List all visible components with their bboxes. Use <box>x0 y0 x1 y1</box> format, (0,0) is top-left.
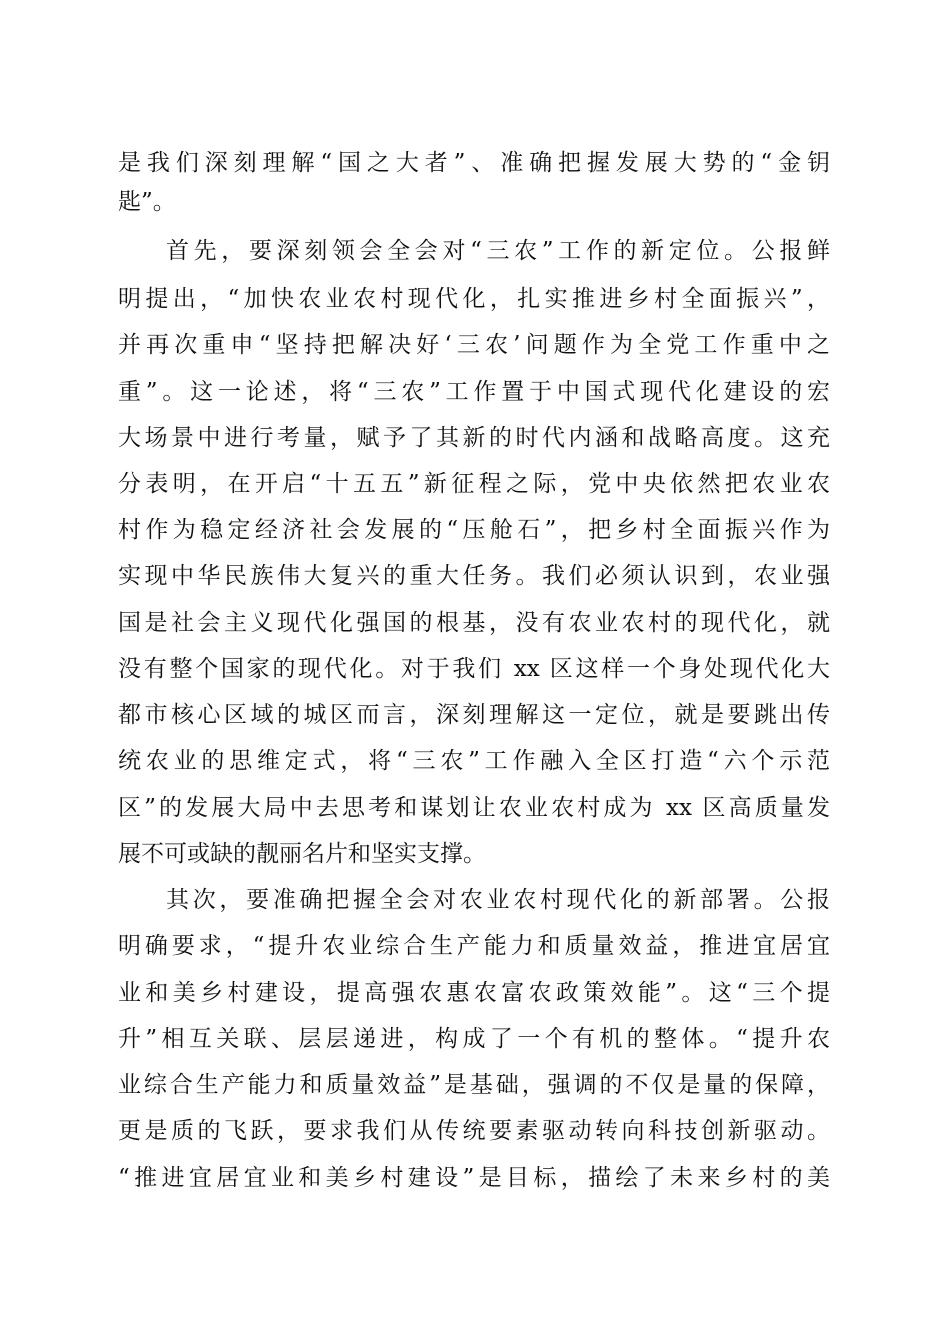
text-line: 村作为稳定经济社会发展的“压舱石”，把乡村全面振兴作为 <box>118 517 830 543</box>
text-line: 并再次重申“坚持把解决好‘三农’问题作为全党工作重中之 <box>118 332 830 358</box>
text-line: 实现中华民族伟大复兴的重大任务。我们必须认识到，农业强 <box>118 563 830 589</box>
text-line: 区”的发展大局中去思考和谋划让农业农村成为 xx 区高质量发 <box>118 795 830 821</box>
text-line: 是我们深刻理解“国之大者”、准确把握发展大势的“金钥 <box>118 150 830 176</box>
text-line: 明确要求，“提升农业综合生产能力和质量效益，推进宜居宜 <box>118 933 830 959</box>
text-line: 业综合生产能力和质量效益”是基础，强调的不仅是量的保障， <box>118 1072 830 1098</box>
text-line: “推进宜居宜业和美乡村建设”是目标，描绘了未来乡村的美 <box>118 1165 830 1191</box>
text-line: 重”。这一论述，将“三农”工作置于中国式现代化建设的宏 <box>118 379 830 405</box>
text-line: 分表明，在开启“十五五”新征程之际，党中央依然把农业农 <box>118 471 830 497</box>
text-line: 升”相互关联、层层递进，构成了一个有机的整体。“提升农 <box>118 1026 830 1052</box>
text-line: 明提出，“加快农业农村现代化，扎实推进乡村全面振兴”， <box>118 286 830 312</box>
text-line: 匙”。 <box>118 189 176 215</box>
text-line: 统农业的思维定式，将“三农”工作融入全区打造“六个示范 <box>118 748 830 774</box>
text-line: 大场景中进行考量，赋予了其新的时代内涵和战略高度。这充 <box>118 425 830 451</box>
text-line: 都市核心区域的城区而言，深刻理解这一定位，就是要跳出传 <box>118 702 830 728</box>
text-line: 没有整个国家的现代化。对于我们 xx 区这样一个身处现代化大 <box>118 656 830 682</box>
text-line: 展不可或缺的靓丽名片和坚实支撑。 <box>118 841 486 867</box>
text-line: 更是质的飞跃，要求我们从传统要素驱动转向科技创新驱动。 <box>118 1118 830 1144</box>
text-line: 国是社会主义现代化强国的根基，没有农业农村的现代化，就 <box>118 610 830 636</box>
paragraph-first-line: 首先，要深刻领会全会对“三农”工作的新定位。公报鲜 <box>166 238 830 264</box>
text-line: 业和美乡村建设，提高强农惠农富农政策效能”。这“三个提 <box>118 980 830 1006</box>
paragraph-first-line: 其次，要准确把握全会对农业农村现代化的新部署。公报 <box>166 887 830 913</box>
